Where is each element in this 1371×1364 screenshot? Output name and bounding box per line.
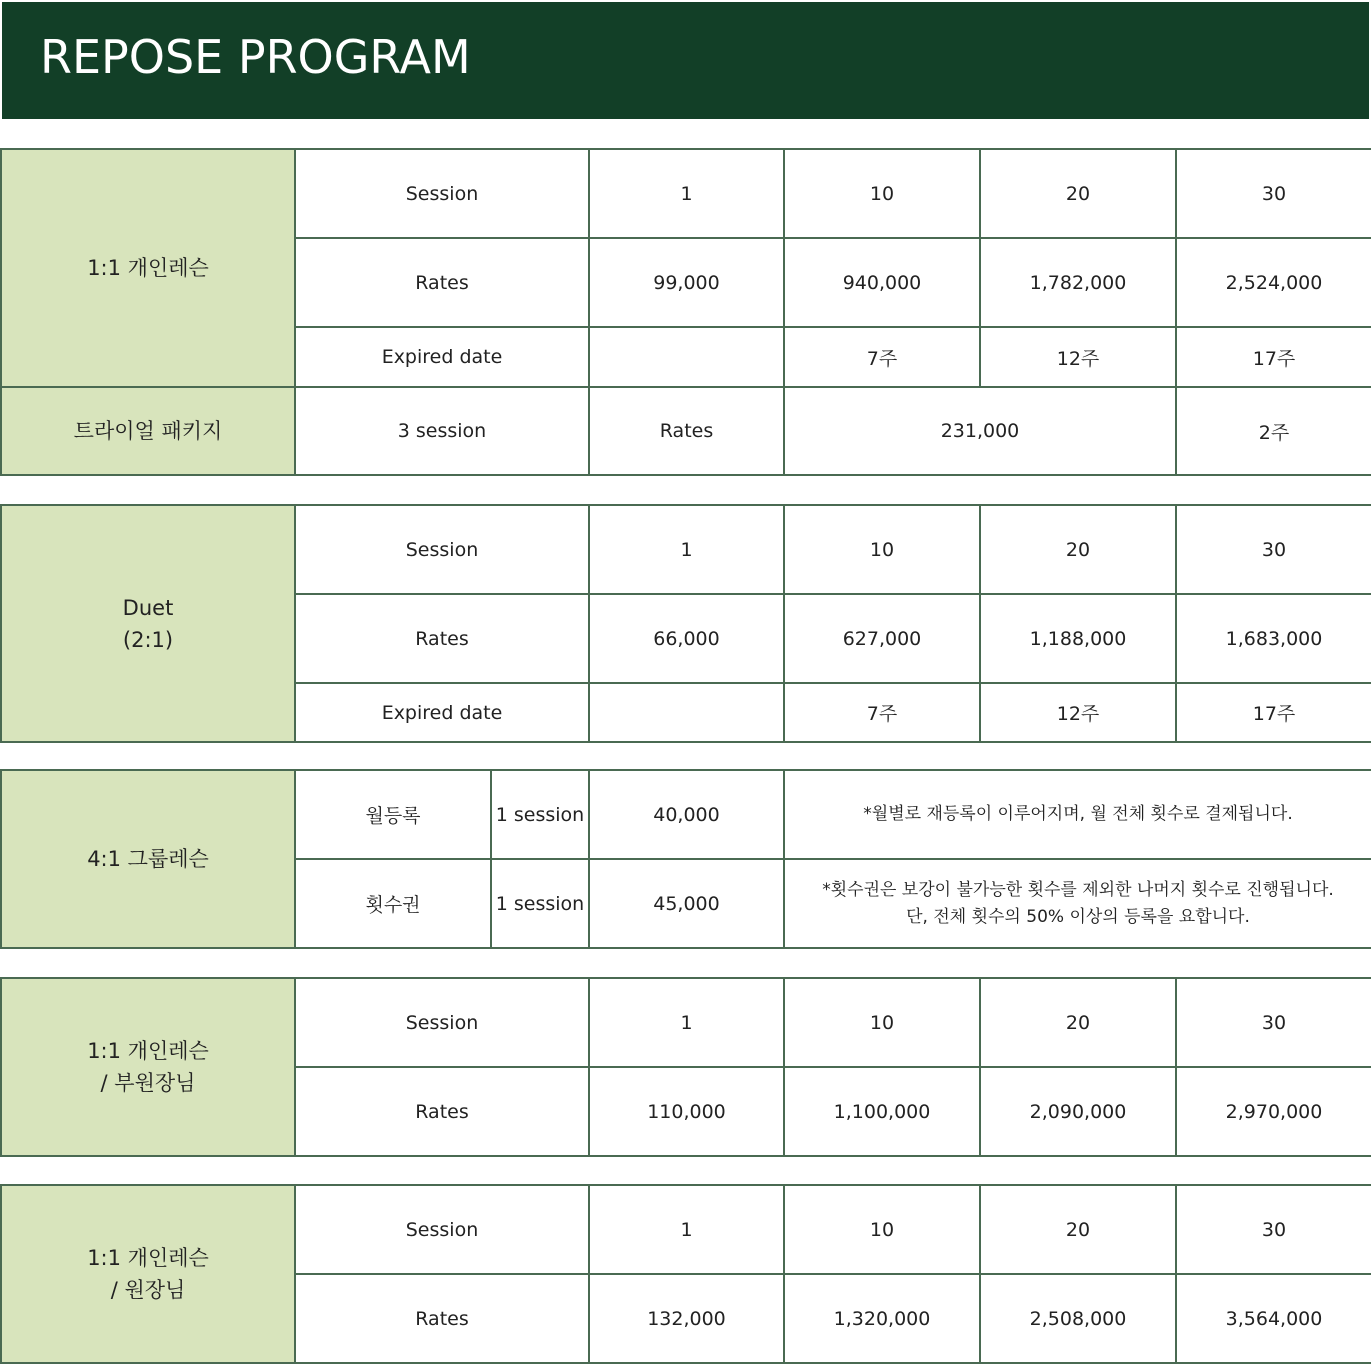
table-row xyxy=(1,1185,1371,1274)
rate-value: 1,782,000 xyxy=(980,238,1176,327)
expired-value: 17주 xyxy=(1176,327,1371,387)
table-row xyxy=(1,770,1371,859)
session-count: 30 xyxy=(1176,505,1371,594)
rate-value: 1,100,000 xyxy=(784,1067,980,1156)
label-line: 1:1 개인레슨 xyxy=(87,1246,209,1270)
expired-header: Expired date xyxy=(295,327,589,387)
session-count: 30 xyxy=(1176,149,1371,238)
program-label: 4:1 그룹레슨 xyxy=(1,770,295,948)
trial-rate: 231,000 xyxy=(784,387,1176,475)
expired-value xyxy=(589,327,784,387)
rates-header: Rates xyxy=(295,238,589,327)
session-header: Session xyxy=(295,978,589,1067)
session-count: 10 xyxy=(784,978,980,1067)
rate-value: 2,508,000 xyxy=(980,1274,1176,1363)
note-line: *월별로 재등록이 이루어지며, 월 전체 횟수로 결제됩니다. xyxy=(863,804,1293,824)
director-table xyxy=(0,1184,1371,1364)
expired-value: 7주 xyxy=(784,683,980,742)
rate-value: 2,090,000 xyxy=(980,1067,1176,1156)
session-unit: 1 session xyxy=(491,770,589,859)
expired-value xyxy=(589,683,784,742)
rates-header: Rates xyxy=(295,1067,589,1156)
session-header: Session xyxy=(295,505,589,594)
session-count: 1 xyxy=(589,505,784,594)
header-banner xyxy=(2,2,1369,119)
program-label xyxy=(1,1185,295,1363)
session-unit: 1 session xyxy=(491,859,589,948)
rates-header: Rates xyxy=(295,1274,589,1363)
note-line: *횟수권은 보강이 불가능한 횟수를 제외한 나머지 횟수로 진행됩니다. xyxy=(822,879,1334,900)
session-count: 1 xyxy=(589,149,784,238)
session-header: Session xyxy=(295,1185,589,1274)
session-header: Session xyxy=(295,149,589,238)
rate-value: 2,970,000 xyxy=(1176,1067,1371,1156)
policy-note xyxy=(784,770,1371,859)
expired-value: 17주 xyxy=(1176,683,1371,742)
program-label xyxy=(1,978,295,1156)
session-count: 30 xyxy=(1176,1185,1371,1274)
page-title: REPOSE PROGRAM xyxy=(40,30,471,84)
label-line: / 원장님 xyxy=(110,1278,186,1302)
vice-director-table xyxy=(0,977,1371,1157)
session-count: 10 xyxy=(784,1185,980,1274)
trial-period: 2주 xyxy=(1176,387,1371,475)
session-count: 20 xyxy=(980,149,1176,238)
session-count: 20 xyxy=(980,505,1176,594)
duet-table xyxy=(0,504,1371,743)
expired-value: 7주 xyxy=(784,327,980,387)
expired-value: 12주 xyxy=(980,683,1176,742)
session-count: 20 xyxy=(980,978,1176,1067)
rate-value: 99,000 xyxy=(589,238,784,327)
rate-value: 627,000 xyxy=(784,594,980,683)
trial-label: 트라이얼 패키지 xyxy=(1,387,295,475)
label-line: 1:1 개인레슨 xyxy=(87,1039,209,1063)
rate-value: 3,564,000 xyxy=(1176,1274,1371,1363)
program-label xyxy=(1,505,295,742)
registration-type: 월등록 xyxy=(295,770,491,859)
personal-lesson-table xyxy=(0,148,1371,476)
note-line: 단, 전체 횟수의 50% 이상의 등록을 요합니다. xyxy=(906,906,1250,927)
rate-value: 1,683,000 xyxy=(1176,594,1371,683)
table-row xyxy=(1,149,1371,238)
policy-note xyxy=(784,859,1371,948)
session-count: 30 xyxy=(1176,978,1371,1067)
label-line: Duet xyxy=(122,595,174,620)
session-count: 1 xyxy=(589,1185,784,1274)
session-count: 10 xyxy=(784,505,980,594)
rate-value: 940,000 xyxy=(784,238,980,327)
session-count: 10 xyxy=(784,149,980,238)
group-lesson-table xyxy=(0,769,1371,949)
table-row xyxy=(1,505,1371,594)
rate-value: 1,320,000 xyxy=(784,1274,980,1363)
program-label: 1:1 개인레슨 xyxy=(1,149,295,387)
registration-type: 횟수권 xyxy=(295,859,491,948)
trial-rates-header: Rates xyxy=(589,387,784,475)
rate-value: 132,000 xyxy=(589,1274,784,1363)
expired-header: Expired date xyxy=(295,683,589,742)
label-line: (2:1) xyxy=(122,627,174,652)
table-row xyxy=(1,978,1371,1067)
rate-value: 2,524,000 xyxy=(1176,238,1371,327)
label-line: / 부원장님 xyxy=(100,1071,196,1095)
rate-value: 45,000 xyxy=(589,859,784,948)
rate-value: 1,188,000 xyxy=(980,594,1176,683)
rate-value: 66,000 xyxy=(589,594,784,683)
rate-value: 110,000 xyxy=(589,1067,784,1156)
expired-value: 12주 xyxy=(980,327,1176,387)
table-row xyxy=(1,387,1371,475)
rates-header: Rates xyxy=(295,594,589,683)
rate-value: 40,000 xyxy=(589,770,784,859)
trial-sessions: 3 session xyxy=(295,387,589,475)
session-count: 20 xyxy=(980,1185,1176,1274)
session-count: 1 xyxy=(589,978,784,1067)
